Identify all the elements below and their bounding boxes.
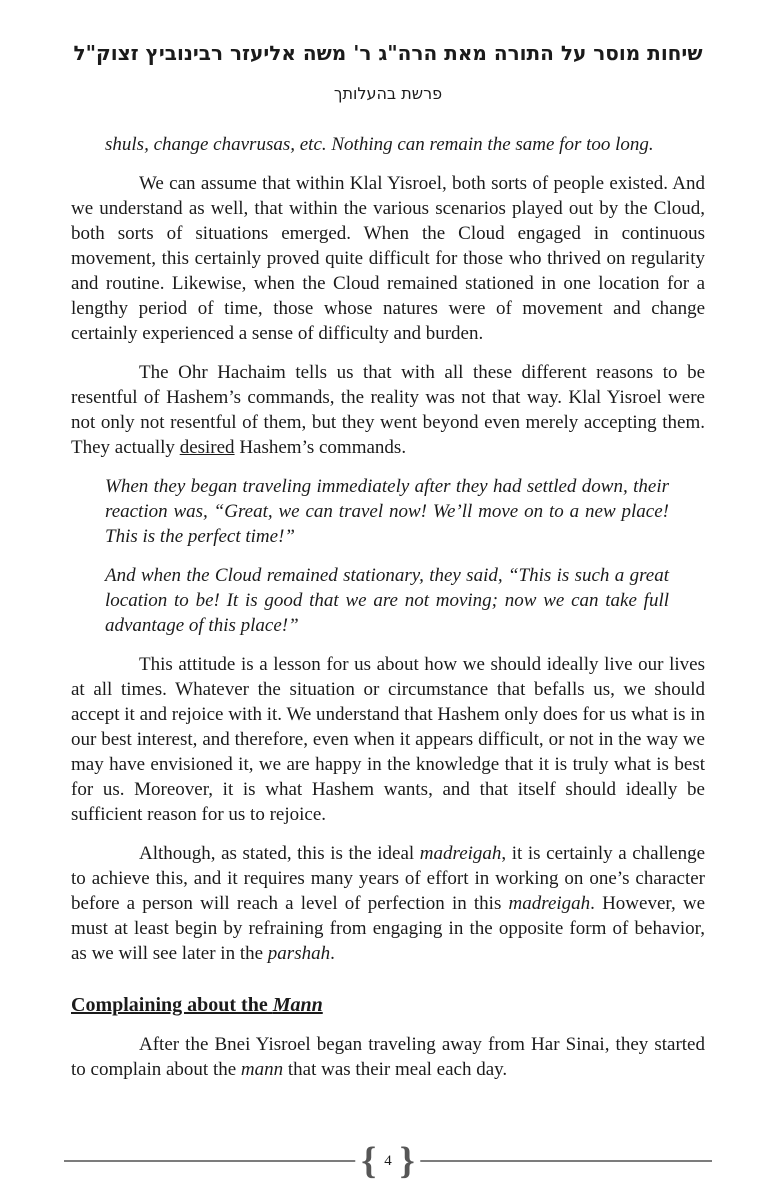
section-heading-complaining-about-the-mann: [71, 992, 705, 1018]
text-segment: .: [330, 943, 335, 964]
quote-continuation-paragraph: [105, 132, 669, 157]
text-segment: The Ohr Hachaim tells us that with all these different reasons to be resentful of Hashem’s commands, the reality was not that way. Klal Yisroel were not only not resentful of them, but they went beyond even merely accepting them. They actually: [71, 362, 705, 458]
page-footer: [64, 1138, 712, 1184]
text-segment: madreigah: [508, 893, 591, 914]
quote-stationary: [105, 563, 669, 638]
right-brace-ornament: }: [399, 1140, 415, 1182]
paragraph-although: [71, 841, 705, 966]
text-segment: We can assume that within Klal Yisroel, both sorts of people existed. And we understand as well, that within the various scenarios played out by the Cloud, both sorts of situations emerged. When the Cloud engaged in continuous movement, this certainly proved quite difficult for those who thrived on regularity and routine. Likewise, when the Cloud remained stationed in one location for a lengthy period of time, those whose natures were of movement and change certainly experienced a sense of difficulty and burden.: [71, 173, 705, 344]
paragraph-ohr-hachaim: [71, 360, 705, 460]
text-segment: Complaining about the: [71, 994, 273, 1016]
text-segment: mann: [240, 1059, 284, 1080]
page-body: [71, 132, 705, 1082]
quote-traveling: [105, 474, 669, 549]
text-segment: When they began traveling immediately after they had settled down, their reaction was, “Great, we can travel now! We’ll move on to a new place! This is the perfect time!”: [105, 476, 669, 547]
text-segment: , it is certainly a challenge to achieve this, and it requires many years of effort in working on one’s character before a person will reach a level of perfection in this: [71, 843, 705, 914]
text-segment: madreigah: [419, 843, 502, 864]
text-segment: desired: [179, 437, 235, 458]
hebrew-subtitle-parshah: פרשת בהעלותך: [333, 84, 443, 103]
hebrew-title: שיחות מוסר על התורה מאת הרה"ג ר' משה אליעזר רבינוביץ זצוק"ל: [73, 41, 703, 65]
page-header: [71, 38, 705, 106]
paragraph-this-attitude: [71, 652, 705, 827]
text-segment: After the Bnei Yisroel began traveling away from Har Sinai, they started to complain about the: [71, 1034, 705, 1080]
text-segment: that was their meal each day.: [283, 1059, 508, 1080]
text-segment: shuls, change chavrusas, etc. Nothing can remain the same for too long.: [105, 134, 654, 155]
paragraph-we-can-assume: [71, 171, 705, 346]
text-segment: parshah: [267, 943, 331, 964]
paragraph-after-bnei-yisroel: [71, 1032, 705, 1082]
text-segment: Mann: [272, 994, 323, 1016]
text-segment: . However, we must at least begin by refraining from engaging in the opposite form of behavior, as we will see later in the: [71, 893, 706, 964]
text-segment: Hashem’s commands.: [234, 437, 407, 458]
page-number-ornament: [355, 1138, 420, 1184]
text-segment: Although, as stated, this is the ideal: [139, 843, 420, 864]
page-number: 4: [384, 1152, 392, 1169]
left-brace-ornament: {: [361, 1140, 377, 1182]
text-segment: This attitude is a lesson for us about how we should ideally live our lives at all times. Whatever the situation or circumstance that befalls us, we should accept it and rejoice with it. We understand that Hashem only does for us what is in our best interest, and therefore, even when it appears difficult, or not in the way we may have envisioned it, we are happy in the knowledge that it is truly what is best for us. Moreover, it is what Hashem wants, and that itself should ideally be sufficient reason for us to rejoice.: [71, 654, 705, 825]
text-segment: And when the Cloud remained stationary, they said, “This is such a great location to be! It is good that we are not moving; now we can take full advantage of this place!”: [105, 565, 669, 636]
